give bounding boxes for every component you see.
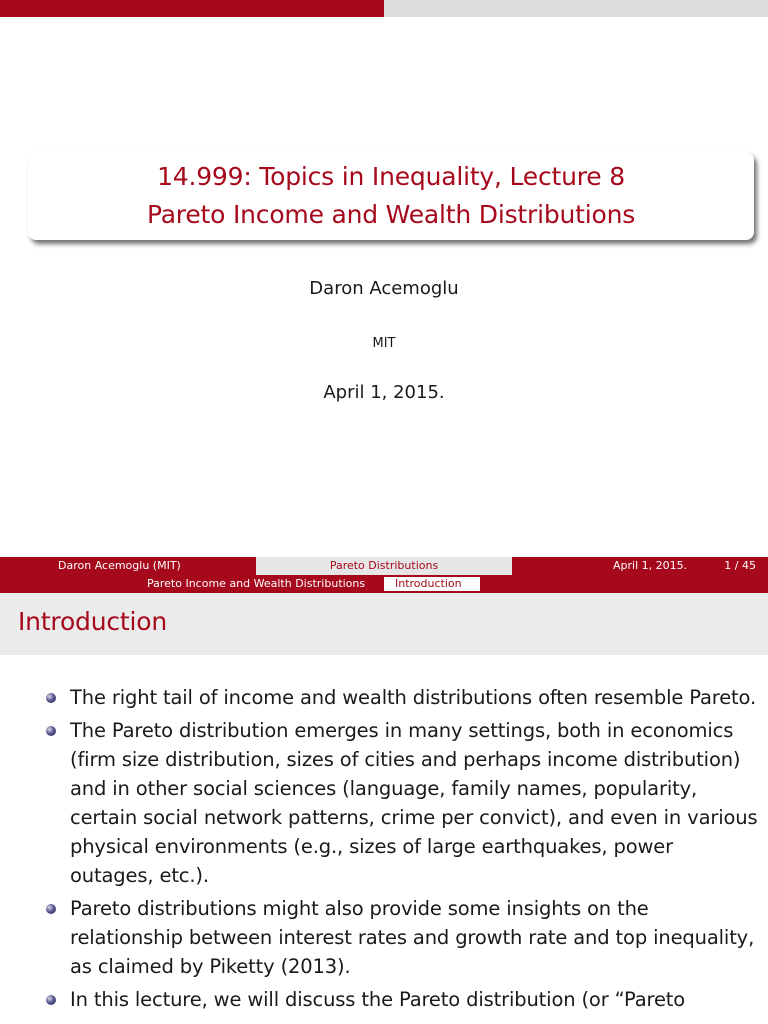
nav-subsection-link[interactable]: Introduction (384, 577, 480, 591)
frame-title: Introduction (18, 607, 167, 636)
lecture-subtitle: Pareto Income and Wealth Distributions (146, 200, 636, 229)
bullet-icon (46, 726, 56, 736)
author-name: Daron Acemoglu (309, 278, 459, 299)
bullet-icon (46, 995, 56, 1005)
list-item: Pareto distributions might also provide some insights on the relationship between interest rates and growth rate and top inequality, as claimed by Piketty (2013). (46, 894, 758, 981)
nav-section-link[interactable]: Pareto Income and Wealth Distributions (147, 577, 366, 590)
footer-right (512, 557, 768, 575)
footer-author: Daron Acemoglu (MIT) (0, 557, 256, 575)
list-item: The right tail of income and wealth distributions often resemble Pareto. (46, 683, 758, 712)
list-item: The Pareto distribution emerges in many settings, both in economics (firm size distribution, sizes of cities and perhaps income distribution) and in other social sciences (language, family names, popularity, certain social network patterns, crime per convict), and even in various physical environments (e.g., sizes of large earthquakes, power outages, etc.). (46, 716, 758, 890)
progress-bar (0, 0, 768, 17)
list-item: In this lecture, we will discuss the Pareto distribution (or “Pareto (46, 985, 758, 1014)
title-block (28, 152, 754, 240)
institute-name: MIT (372, 336, 396, 351)
lecture-title: 14.999: Topics in Inequality, Lecture 8 (157, 162, 625, 191)
slide-footer (0, 557, 768, 575)
footer-page-number: 1 / 45 (724, 559, 756, 572)
frame-title-bar (0, 593, 768, 655)
footer-short-title: Pareto Distributions (256, 557, 512, 575)
footer-date: April 1, 2015. (613, 559, 688, 572)
section-navigation (0, 575, 768, 593)
bullet-list (46, 683, 758, 1018)
presentation-date: April 1, 2015. (323, 382, 445, 403)
progress-bar-track (384, 0, 768, 17)
progress-bar-fill (0, 0, 384, 17)
bullet-icon (46, 904, 56, 914)
slide-content (0, 655, 768, 1024)
bullet-icon (46, 693, 56, 703)
